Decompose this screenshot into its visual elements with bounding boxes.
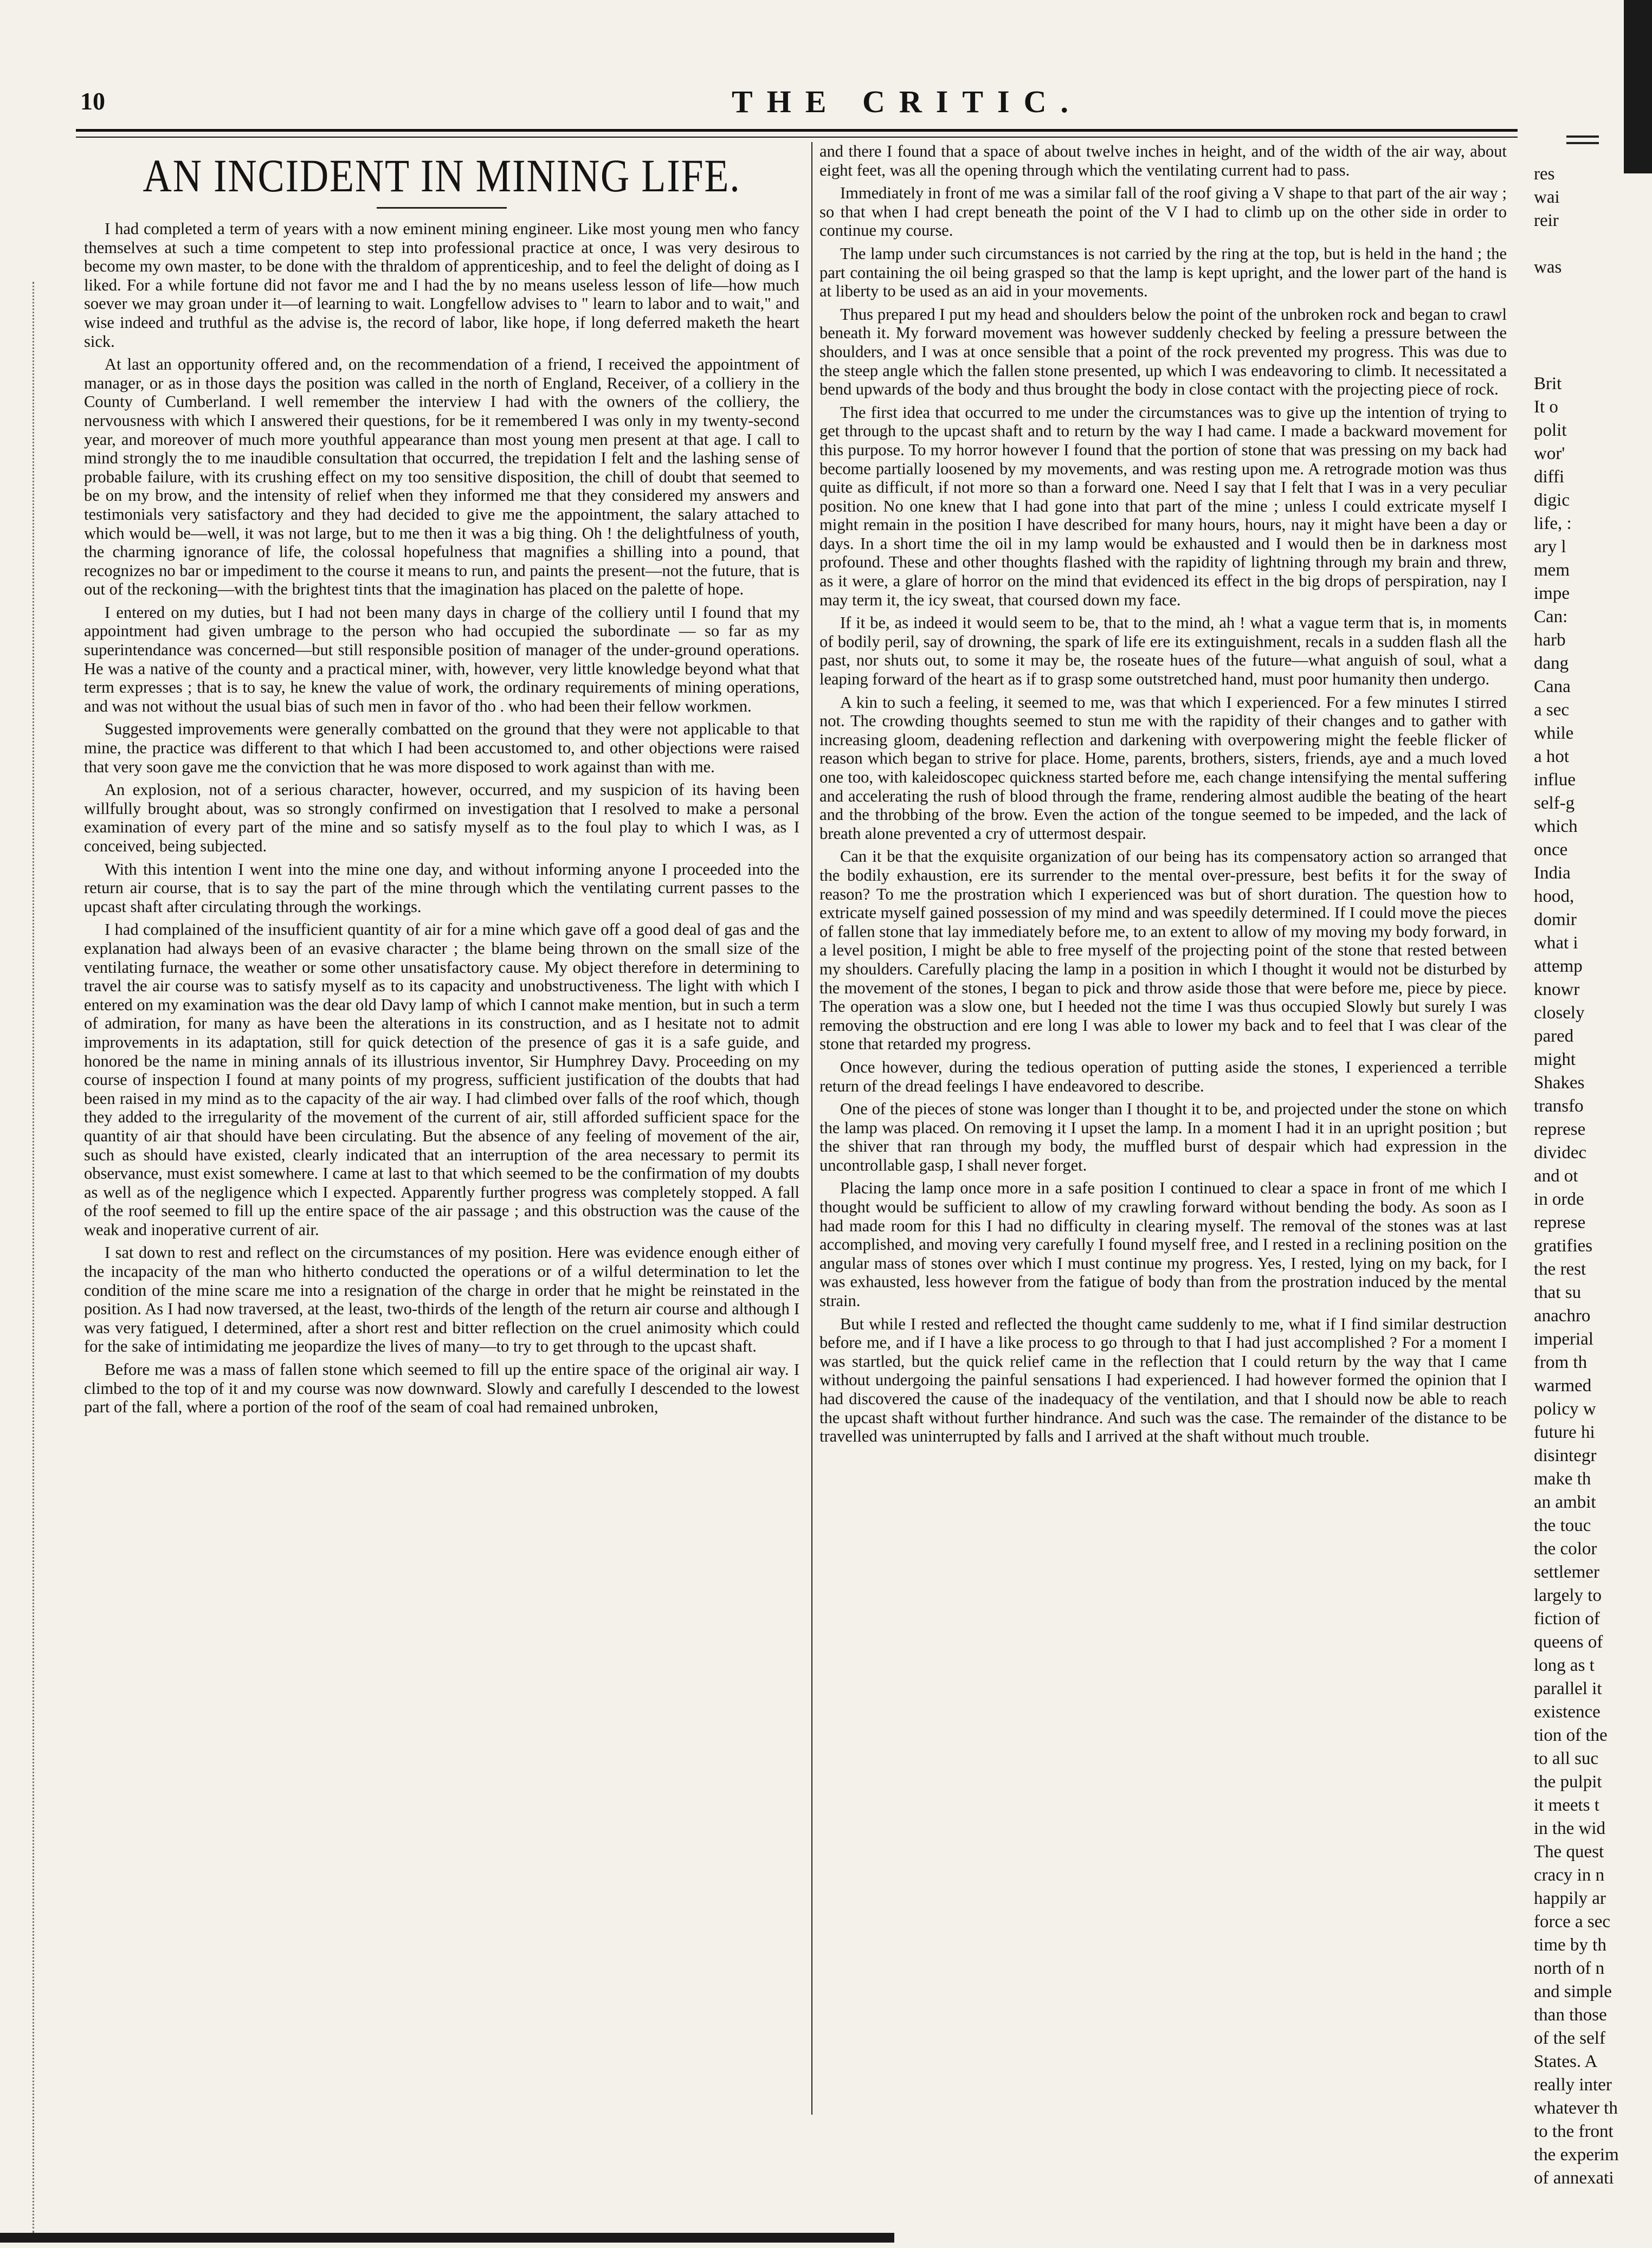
fragment-line: mem <box>1534 560 1570 580</box>
fragment-line: represe <box>1534 1120 1586 1139</box>
fragment-line: States. A <box>1534 2052 1598 2071</box>
paragraph: With this intention I went into the mine one day, and without informing anyone I proceeded into the return air course, that is to say the part of the mine through which the ventilating current passes to the upcast shaft after circulating through the workings. <box>84 860 799 916</box>
fragment-line: once <box>1534 840 1568 860</box>
fragment-line: future hi <box>1534 1423 1595 1442</box>
fragment-line: force a sec <box>1534 1912 1611 1932</box>
fragment-line: to all suc <box>1534 1749 1599 1768</box>
fragment-line: dang <box>1534 654 1569 673</box>
header-rule <box>76 137 1518 138</box>
page-number: 10 <box>80 87 105 115</box>
fragment-line: to the front <box>1534 2122 1614 2141</box>
fragment-line: domir <box>1534 910 1577 929</box>
fragment-line: fiction of <box>1534 1609 1600 1629</box>
fragment-line: policy w <box>1534 1399 1596 1419</box>
fragment-line: and ot <box>1534 1166 1578 1186</box>
fragment-line: imperial <box>1534 1329 1593 1349</box>
fragment-line: was <box>1534 257 1562 277</box>
article-column-right <box>819 142 1507 1450</box>
fragment-line: the rest <box>1534 1259 1586 1279</box>
fragment-line: digic <box>1534 490 1570 510</box>
fragment-line: which <box>1534 817 1578 836</box>
article-title: AN INCIDENT IN MINING LIFE. <box>143 150 741 202</box>
fragment-line: long as t <box>1534 1656 1595 1675</box>
title-rule <box>377 207 507 209</box>
paragraph: An explosion, not of a serious character, however, occurred, and my suspicion of its having been willfully brought about, was so strongly confirmed on investigation that I resolved to make a personal examination of every part of the mine and so satisfy myself as to the foul play to which I was, as I conceived, being subjected. <box>84 780 799 855</box>
fragment-line: diffi <box>1534 467 1565 487</box>
fragment-line: largely to <box>1534 1586 1602 1605</box>
fragment-line: might <box>1534 1050 1576 1069</box>
fragment-line: that su <box>1534 1283 1582 1302</box>
scan-edge-right <box>1624 0 1652 173</box>
paragraph: Immediately in front of me was a similar fall of the roof giving a V shape to that part of the air way ; so that when I had crept beneath the point of the V I had to climb up on the other side in order to continue my course. <box>819 184 1507 240</box>
fragment-line: cracy in n <box>1534 1865 1605 1885</box>
fragment-line: The quest <box>1534 1842 1604 1862</box>
page-header <box>76 84 1512 130</box>
header-rule <box>76 129 1518 132</box>
fragment-line: tion of the <box>1534 1726 1608 1745</box>
paragraph: Suggested improvements were generally combatted on the ground that they were not applicable to that mine, the practice was different to that which I had been accustomed to, and other objections were raised that very soon gave me the conviction that he was more disposed to work against than with me. <box>84 720 799 776</box>
fragment-line: existence <box>1534 1702 1601 1722</box>
paragraph: But while I rested and reflected the thought came suddenly to me, what if I find similar destruction before me, and if I have a like process to go through to that I had just accomplished ? For a moment I was startled, but the quick relief came in the reflection that I could return by the way that I came without undergoing the painful sensations I had experienced. I had however formed the opinion that I had discovered the cause of the inadequacy of the ventilation, and that I should now be able to reach the upcast shaft without further hindrance. And such was the case. The remainder of the distance to be travelled was uninterrupted by falls and I arrived at the shaft without much trouble. <box>819 1314 1507 1446</box>
fragment-line <box>1534 302 1652 326</box>
fragment-line: harb <box>1534 630 1566 650</box>
fragment-line: India <box>1534 863 1571 883</box>
fragment-line <box>1534 232 1652 256</box>
fragment-line: time by th <box>1534 1935 1606 1955</box>
fragment-line: self-g <box>1534 793 1575 813</box>
fragment-line: the experim <box>1534 2145 1619 2165</box>
fragment-line: attemp <box>1534 957 1583 976</box>
fragment-line: knowr <box>1534 980 1580 999</box>
fragment-line <box>1534 279 1652 302</box>
fragment-line: from th <box>1534 1353 1588 1372</box>
fragment-line: make th <box>1534 1469 1591 1489</box>
fragment-line: and simple <box>1534 1982 1612 2001</box>
paragraph: Once however, during the tedious operation of putting aside the stones, I experienced a terrible return of the dread feelings I have endeavored to describe. <box>819 1057 1507 1095</box>
paragraph: At last an opportunity offered and, on the recommendation of a friend, I received the appointment of manager, or as in those days the position was called in the north of England, Receiver, of a colliery in the County of Cumberland. I well remember the interview I had with the owners of the colliery, the nervousness with which I answered their questions, for be it remembered I was only in my twenty-second year, and moreover of much more youthful appearance than most young men present at that age. I call to mind strongly the to me inaudible consultation that occurred, the trepidation I felt and the lashing sense of probable failure, with its crushing effect on my too sensitive disposition, the chill of doubt that seemed to be on my brow, and the intensity of relief when they informed me that they considered my answers and testimonials very satisfactory and they had decided to give me the appointment, the salary attached to which would be—well, it was not large, but to me then it was a big thing. Oh ! the delightfulness of youth, the charming ignorance of life, the colossal hopefulness that magnifies a shilling into a pound, that recognizes no bar or impediment to the course it means to run, and paints the present—not the future, that is out of the reckoning—with the brightest tints that the imagination has placed on the palette of hope. <box>84 355 799 599</box>
margin-mark <box>1566 135 1599 138</box>
article-column-left <box>84 142 799 1421</box>
paragraph: I sat down to rest and reflect on the circumstances of my position. Here was evidence enough either of the incapacity of the man who hitherto conducted the operations or of a wilful determination to let the condition of the mine scare me into a resignation of the charge in order that he might be reinstated in the position. As I had now traversed, at the least, two-thirds of the length of the return air course and although I was very fatigued, I determined, after a short rest and bitter reflection on the cruel animosity which could for the sake of intimidating me jeopardize the lives of many—to try to get through to the upcast shaft. <box>84 1243 799 1356</box>
paragraph: and there I found that a space of about twelve inches in height, and of the width of the air way, about eight feet, was all the opening through which the ventilating current had to pass. <box>819 142 1507 179</box>
fragment-line: the touc <box>1534 1516 1591 1535</box>
fragment-line: Can: <box>1534 607 1568 626</box>
fragment-line: parallel it <box>1534 1679 1602 1698</box>
fragment-line: It o <box>1534 397 1558 417</box>
fragment-line: pared <box>1534 1026 1574 1046</box>
fragment-line: Cana <box>1534 677 1571 696</box>
fragment-line: hood, <box>1534 887 1574 906</box>
paragraph: I had completed a term of years with a now eminent mining engineer. Like most young men who fancy themselves at such a time competent to step into professional practice at once, I was very desirous to become my own master, to be done with the thraldom of apprenticeship, and to feel the delight of doing as I liked. For a while fortune did not favor me and I had the by no means useless lesson of life—how much soever we may groan under it—of learning to wait. Longfellow advises to " learn to labor and to wait," and wise indeed and truthful as the advise is, the record of labor, like hope, if long deferred maketh the heart sick. <box>84 219 799 351</box>
fragment-line: warmed <box>1534 1376 1592 1396</box>
fragment-line: reir <box>1534 211 1559 230</box>
scan-edge-left <box>33 282 34 2233</box>
fragment-line: a sec <box>1534 700 1570 720</box>
fragment-line: anachro <box>1534 1306 1591 1326</box>
fragment-line: than those <box>1534 2005 1607 2025</box>
publication-title: THE CRITIC. <box>732 84 1082 119</box>
paragraph: A kin to such a feeling, it seemed to me, was that which I experienced. For a few minutes I stirred not. The crowding thoughts seemed to stun me with the rapidity of their changes and to gather with increasing gloom, deadening reflection and darkening with overpowering might the feeble flicker of reason which began to strive for place. Home, parents, brothers, sisters, friends, aye and a much loved one too, with kaleidoscopec quickness started before me, each change intensifying the mental suffering and accelerating the rush of blood through the frame, rendering almost audible the beating of the heart and the throbbing of the brow. Even the action of the tongue seemed to be impeded, and the lack of breath alone prevented a cry of uttermost despair. <box>819 693 1507 843</box>
fragment-line: Shakes <box>1534 1073 1585 1093</box>
fragment-line: really inter <box>1534 2075 1612 2095</box>
fragment-line: influe <box>1534 770 1576 790</box>
fragment-line: in the wid <box>1534 1819 1605 1838</box>
paragraph: If it be, as indeed it would seem to be, that to the mind, ah ! what a vague term that is, in moments of bodily peril, say of drowning, the spark of life ere its extinguishment, recals in a sudden flash all the past, nor shuts out, to some it may be, the roseate hues of the future—what anguish of soul, what a leaping forward of the heart as if to grasp some outstretched hand, must poor humanity then undergo. <box>819 613 1507 689</box>
paragraph: Can it be that the exquisite organization of our being has its compensatory action so arranged that the bodily exhaustion, ere its surrender to the mental over-pressure, best befits it for the sway of reason? To me the prostration which I experienced was but of short duration. The question how to extricate myself gained possession of my mind and was speedily determined. If I could move the pieces of fallen stone that lay immediately before me, to an extent to allow of my moving my body forward, in a level position, I might be able to free myself of the projecting point of the stone that rested between my shoulders. Carefully placing the lamp in a position in which I thought it would not be disturbed by the movement of the stones, I began to pick and throw aside those that were before me, piece by piece. The operation was a slow one, but I heeded not the time I was thus occupied Slowly but surely I was removing the obstruction and ere long I was able to lower my back and to feel that I was clear of the stone that retarded my progress. <box>819 847 1507 1054</box>
fragment-line: Brit <box>1534 374 1562 393</box>
paragraph: Before me was a mass of fallen stone which seemed to fill up the entire space of the original air way. I climbed to the top of it and my course was now downward. Slowly and carefully I descended to the lowest part of the fall, where a portion of the roof of the seam of coal had remained unbroken, <box>84 1360 799 1417</box>
fragment-line: polit <box>1534 421 1567 440</box>
adjacent-page-fragment <box>1534 163 1652 2190</box>
paragraph: I entered on my duties, but I had not been many days in charge of the colliery until I found that my appointment had given umbrage to the person who had occupied the subordinate — so far as my superintendance was concerned—but still responsible position of manager of the under-ground operations. He was a native of the county and a practical miner, with, however, very little knowledge beyond what that term expresses ; that is to say, he knew the value of work, the ordinary requirements of mining operations, and was not without the usual bias of such men in favor of tho . who had been their fellow workmen. <box>84 603 799 715</box>
fragment-line: while <box>1534 724 1574 743</box>
fragment-line: closely <box>1534 1003 1585 1023</box>
fragment-line: wor' <box>1534 444 1565 463</box>
paragraph: I had complained of the insufficient quantity of air for a mine which gave off a good deal of gas and the explanation had always been of an evasive character ; the blame being thrown on the small size of the ventilating furnace, the weather or some other unsatisfactory cause. My object therefore in determining to travel the air course was to satisfy myself as to its capacity and unobstructiveness. The light with which I entered on my examination was the dear old Davy lamp of which I cannot make mention, but in such a term of admiration, for many as have been the alterations in its construction, and as I hesitate not to admit improvements in its adaptation, still for quick detection of the presence of gas it is a safe guide, and honored be the name in mining annals of its illustrious inventor, Sir Humphrey Davy. Proceeding on my course of inspection I found at many points of my progress, sufficient justification of the doubts that had been raised in my mind as to the capacity of the air way. I had climbed over falls of the roof which, though they added to the irregularity of the movement of the current of air, still afforded sufficient space for the quantity of air that should have been circulating. But the absence of any feeling of movement of the air, such as should have existed, clearly indicated that an interruption of the area necessary to permit its observance, must exist somewhere. I came at last to that which seemed to be the confirmation of my doubts as well as of the negligence which I expected. Apparently further progress was completely stopped. A fall of the roof seemed to fill up the entire space of the air passage ; and this obstruction was the cause of the weak and inoperative current of air. <box>84 920 799 1239</box>
fragment-line: disintegr <box>1534 1446 1597 1465</box>
fragment-line: north of n <box>1534 1959 1605 1978</box>
scan-edge-bottom <box>0 2233 894 2243</box>
fragment-line: what i <box>1534 933 1578 953</box>
fragment-line: the pulpit <box>1534 1772 1602 1792</box>
fragment-line: of the self <box>1534 2029 1605 2048</box>
margin-mark <box>1566 142 1599 144</box>
fragment-line <box>1534 349 1652 372</box>
fragment-line: it meets t <box>1534 1795 1599 1815</box>
paragraph: Thus prepared I put my head and shoulders below the point of the unbroken rock and began to crawl beneath it. My forward movement was however suddenly checked by feeling a pressure between the shoulders, and I was at once sensible that a point of the rock prevented my progress. This was due to the steep angle which the fallen stone presented, up which I was endeavoring to climb. It necessitated a bend upwards of the body and thus brought the body in close contact with the projecting piece of rock. <box>819 305 1507 399</box>
fragment-line: happily ar <box>1534 1889 1606 1908</box>
fragment-line: queens of <box>1534 1632 1603 1652</box>
fragment-line: whatever th <box>1534 2098 1618 2118</box>
fragment-line: ary l <box>1534 537 1566 557</box>
fragment-line: settlemer <box>1534 1562 1599 1582</box>
fragment-line: a hot <box>1534 747 1570 766</box>
fragment-line <box>1534 326 1652 349</box>
fragment-line: transfo <box>1534 1096 1584 1116</box>
fragment-line: represe <box>1534 1213 1586 1232</box>
paragraph: The first idea that occurred to me under the circumstances was to give up the intention of trying to get through to the upcast shaft and to return by the way I had came. I made a backward movement for this purpose. To my horror however I found that the portion of stone that was pressing on my back had become partially loosened by my movements, and was resting upon me. A retrograde motion was thus quite as difficult, if not more so than a forward one. Need I say that I felt that I was in a very peculiar position. No one knew that I had gone into that part of the mine ; unless I could extricate myself I might remain in the position I have described for many hours, hours, nay it might have been a day or days. In a short time the oil in my lamp would be exhausted and I would then be in darkness most profound. These and other thoughts flashed with the rapidity of lightning through my brain and threw, as it were, a glare of horror on the mind that evidenced its effect in the big drops of perspiration, nay I may term it, the icy sweat, that coursed down my face. <box>819 403 1507 609</box>
fragment-line: dividec <box>1534 1143 1587 1162</box>
fragment-line: an ambit <box>1534 1493 1596 1512</box>
fragment-line: the color <box>1534 1539 1597 1559</box>
fragment-line: in orde <box>1534 1190 1584 1209</box>
fragment-line: of annexati <box>1534 2168 1614 2188</box>
fragment-line: life, : <box>1534 514 1572 533</box>
paragraph: Placing the lamp once more in a safe position I continued to clear a space in front of me which I thought would be sufficient to allow of my crawling forward without bending the body. As soon as I had made room for this I had no difficulty in clearing myself. The removal of the stones was at last accomplished, and moving very carefully I found myself free, and I rested in a reclining position on the angular mass of stones over which I must continue my progress. Yes, I rested, lying on my back, for I was exhausted, less however from the fatigue of body than from the prostration induced by the mental strain. <box>819 1179 1507 1310</box>
paragraph: One of the pieces of stone was longer than I thought it to be, and projected under the stone on which the lamp was placed. On removing it I upset the lamp. In a moment I had it in an upright position ; but the shiver that ran through my body, the muffled burst of despair which had expression in the uncontrollable gasp, I shall never forget. <box>819 1100 1507 1174</box>
fragment-line: impe <box>1534 584 1570 603</box>
column-rule <box>811 142 812 2115</box>
fragment-line: wai <box>1534 188 1560 207</box>
paragraph: The lamp under such circumstances is not carried by the ring at the top, but is held in the hand ; the part containing the oil being grasped so that the lamp is kept upright, and the lower part of the hand is at liberty to be used as an aid in your movements. <box>819 244 1507 301</box>
fragment-line: gratifies <box>1534 1236 1593 1256</box>
fragment-line: res <box>1534 164 1555 184</box>
